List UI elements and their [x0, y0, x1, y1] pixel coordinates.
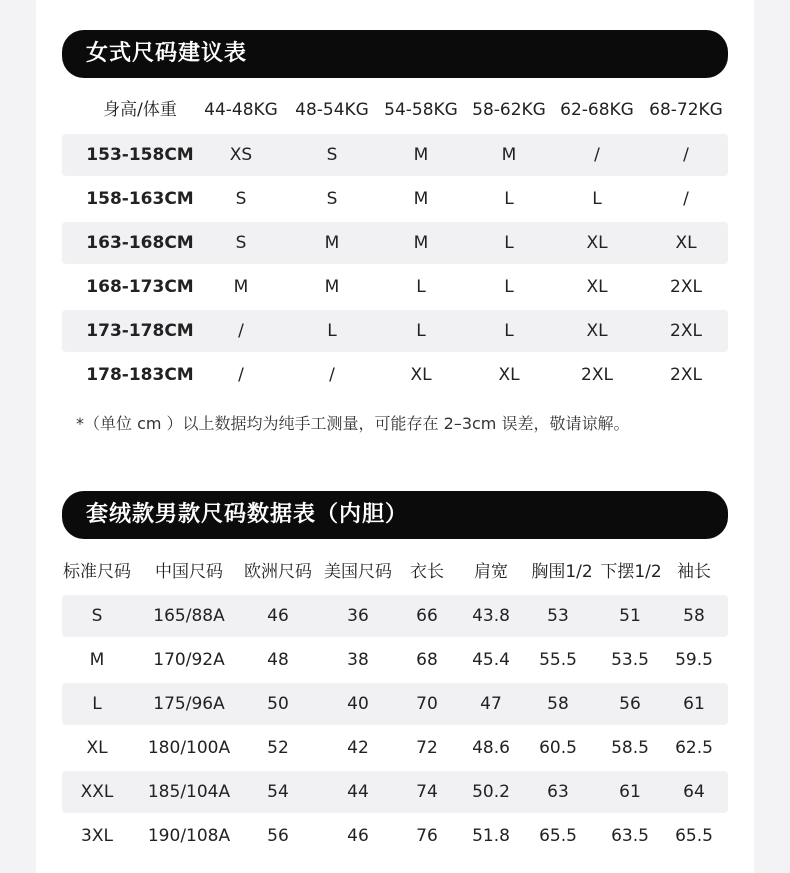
- women-table-row-cell: XL: [586, 233, 608, 253]
- men-table-row-cell: 48.6: [472, 738, 510, 758]
- women-header-cell: 身高/体重: [103, 100, 177, 120]
- men-table-row-label: XXL: [80, 782, 114, 802]
- men-table-row-cell: 47: [480, 694, 502, 714]
- women-size-table-title: 女式尺码建议表: [62, 30, 728, 78]
- men-table-row-cell: 44: [347, 782, 369, 802]
- men-table-row-cell: 48: [267, 650, 289, 670]
- men-header-cell: 袖长: [677, 562, 711, 582]
- men-table-row-cell: 43.8: [472, 606, 510, 626]
- women-table-row-cell: /: [238, 365, 244, 385]
- men-table-row-cell: 70: [416, 694, 438, 714]
- men-table-row-cell: 46: [347, 826, 369, 846]
- women-table-row-cell: /: [238, 321, 244, 341]
- women-table-row-cell: /: [683, 189, 689, 209]
- women-table-row-cell: L: [504, 321, 514, 341]
- men-table-row-cell: 65.5: [539, 826, 577, 846]
- women-header-cell: 68-72KG: [649, 100, 723, 120]
- men-header-cell: 欧洲尺码: [244, 562, 312, 582]
- men-table-row-cell: 60.5: [539, 738, 577, 758]
- men-table-row-label: L: [92, 694, 102, 714]
- women-table-row-cell: L: [504, 233, 514, 253]
- men-table-row-cell: 45.4: [472, 650, 510, 670]
- women-table-header: [0, 93, 790, 127]
- women-table-row: [62, 266, 728, 308]
- men-header-cell: 肩宽: [474, 562, 508, 582]
- men-table-row-cell: 175/96A: [153, 694, 225, 714]
- men-table-row-cell: 61: [619, 782, 641, 802]
- women-table-row-cell: 2XL: [670, 277, 702, 297]
- men-table-row-cell: 62.5: [675, 738, 713, 758]
- women-table-row-cell: S: [235, 233, 247, 253]
- men-table-row-cell: 51: [619, 606, 641, 626]
- women-table-row-cell: XL: [675, 233, 697, 253]
- men-table-row-cell: 55.5: [539, 650, 577, 670]
- men-table-row-cell: 65.5: [675, 826, 713, 846]
- women-table-row-cell: S: [235, 189, 247, 209]
- men-table-row-cell: 58: [547, 694, 569, 714]
- women-table-row-cell: XL: [498, 365, 520, 385]
- men-table-row-cell: 42: [347, 738, 369, 758]
- men-table-row-cell: 59.5: [675, 650, 713, 670]
- women-table-row-cell: /: [594, 145, 600, 165]
- women-table-row-label: 168-173CM: [86, 277, 194, 297]
- women-table-row-cell: 2XL: [670, 321, 702, 341]
- women-table-row-cell: XL: [586, 277, 608, 297]
- measurement-note: *（单位 cm ）以上数据均为纯手工测量，可能存在 2–3cm 误差，敬请谅解。: [76, 414, 630, 433]
- women-header-cell: 48-54KG: [295, 100, 369, 120]
- women-table-row-label: 158-163CM: [86, 189, 194, 209]
- women-table-row-cell: L: [592, 189, 602, 209]
- women-table-row-cell: M: [324, 277, 340, 297]
- men-table-row-cell: 58.5: [611, 738, 649, 758]
- women-table-row-cell: L: [416, 277, 426, 297]
- men-table-row-cell: 180/100A: [147, 738, 231, 758]
- men-table-row-cell: 53.5: [611, 650, 649, 670]
- women-table-row-cell: M: [233, 277, 249, 297]
- men-table-row-cell: 50.2: [472, 782, 510, 802]
- men-table-row-cell: 190/108A: [147, 826, 231, 846]
- men-table-row-cell: 61: [683, 694, 705, 714]
- women-table-row: [62, 222, 728, 264]
- men-table-row-label: 3XL: [81, 826, 113, 846]
- women-table-row: [62, 134, 728, 176]
- men-table-row: [62, 771, 728, 813]
- women-table-row-cell: L: [416, 321, 426, 341]
- women-table-row-cell: M: [413, 189, 429, 209]
- men-table-row-cell: 38: [347, 650, 369, 670]
- women-table-row-cell: S: [326, 189, 338, 209]
- men-table-header: [0, 555, 790, 589]
- men-table-row-cell: 63: [547, 782, 569, 802]
- women-header-cell: 58-62KG: [472, 100, 546, 120]
- men-size-table-title: 套绒款男款尺码数据表（内胆）: [62, 491, 728, 539]
- men-table-row-cell: 50: [267, 694, 289, 714]
- men-table-row: [62, 639, 728, 681]
- men-header-cell: 下摆1/2: [600, 562, 662, 582]
- women-table-row-cell: 2XL: [581, 365, 613, 385]
- men-table-row-cell: 51.8: [472, 826, 510, 846]
- women-table-row-cell: /: [683, 145, 689, 165]
- women-table-row: [62, 310, 728, 352]
- women-table-row-cell: M: [324, 233, 340, 253]
- men-header-cell: 美国尺码: [324, 562, 392, 582]
- men-table-row-cell: 68: [416, 650, 438, 670]
- men-header-cell: 衣长: [410, 562, 444, 582]
- men-table-row-cell: 76: [416, 826, 438, 846]
- men-table-row: [62, 595, 728, 637]
- women-table-row-cell: L: [504, 189, 514, 209]
- men-header-cell: 中国尺码: [155, 562, 223, 582]
- men-table-row-cell: 46: [267, 606, 289, 626]
- women-header-cell: 44-48KG: [204, 100, 278, 120]
- women-table-row-cell: M: [501, 145, 517, 165]
- men-table-row-cell: 54: [267, 782, 289, 802]
- men-table-row-cell: 64: [683, 782, 705, 802]
- men-table-row-cell: 72: [416, 738, 438, 758]
- women-table-row-cell: XL: [410, 365, 432, 385]
- men-table-row: [62, 727, 728, 769]
- men-table-row-cell: 74: [416, 782, 438, 802]
- women-table-row-cell: M: [413, 145, 429, 165]
- women-table-row: [62, 354, 728, 396]
- men-header-cell: 胸围1/2: [531, 562, 593, 582]
- women-table-row-cell: M: [413, 233, 429, 253]
- women-table-row-cell: /: [329, 365, 335, 385]
- men-table-row-cell: 58: [683, 606, 705, 626]
- men-table-row: [62, 815, 728, 857]
- men-table-row-cell: 170/92A: [153, 650, 225, 670]
- women-table-row-cell: L: [327, 321, 337, 341]
- men-table-row-cell: 36: [347, 606, 369, 626]
- women-table-row-cell: L: [504, 277, 514, 297]
- men-table-row-cell: 53: [547, 606, 569, 626]
- women-table-row-cell: 2XL: [670, 365, 702, 385]
- men-table-row-label: XL: [86, 738, 108, 758]
- men-table-row-label: M: [89, 650, 105, 670]
- men-table-row-cell: 66: [416, 606, 438, 626]
- men-table-row-label: S: [91, 606, 103, 626]
- women-table-row-cell: XS: [229, 145, 253, 165]
- men-table-row-cell: 40: [347, 694, 369, 714]
- men-table-row-cell: 165/88A: [153, 606, 225, 626]
- women-header-cell: 62-68KG: [560, 100, 634, 120]
- women-table-row-label: 173-178CM: [86, 321, 194, 341]
- men-table-row: [62, 683, 728, 725]
- men-header-cell: 标准尺码: [63, 562, 131, 582]
- women-table-row-label: 153-158CM: [86, 145, 194, 165]
- women-table-row-label: 178-183CM: [86, 365, 194, 385]
- men-table-row-cell: 56: [267, 826, 289, 846]
- women-header-cell: 54-58KG: [384, 100, 458, 120]
- women-table-row-cell: XL: [586, 321, 608, 341]
- women-table-row-cell: S: [326, 145, 338, 165]
- men-table-row-cell: 56: [619, 694, 641, 714]
- women-table-row-label: 163-168CM: [86, 233, 194, 253]
- men-table-row-cell: 63.5: [611, 826, 649, 846]
- women-table-row: [62, 178, 728, 220]
- men-table-row-cell: 185/104A: [147, 782, 231, 802]
- men-table-row-cell: 52: [267, 738, 289, 758]
